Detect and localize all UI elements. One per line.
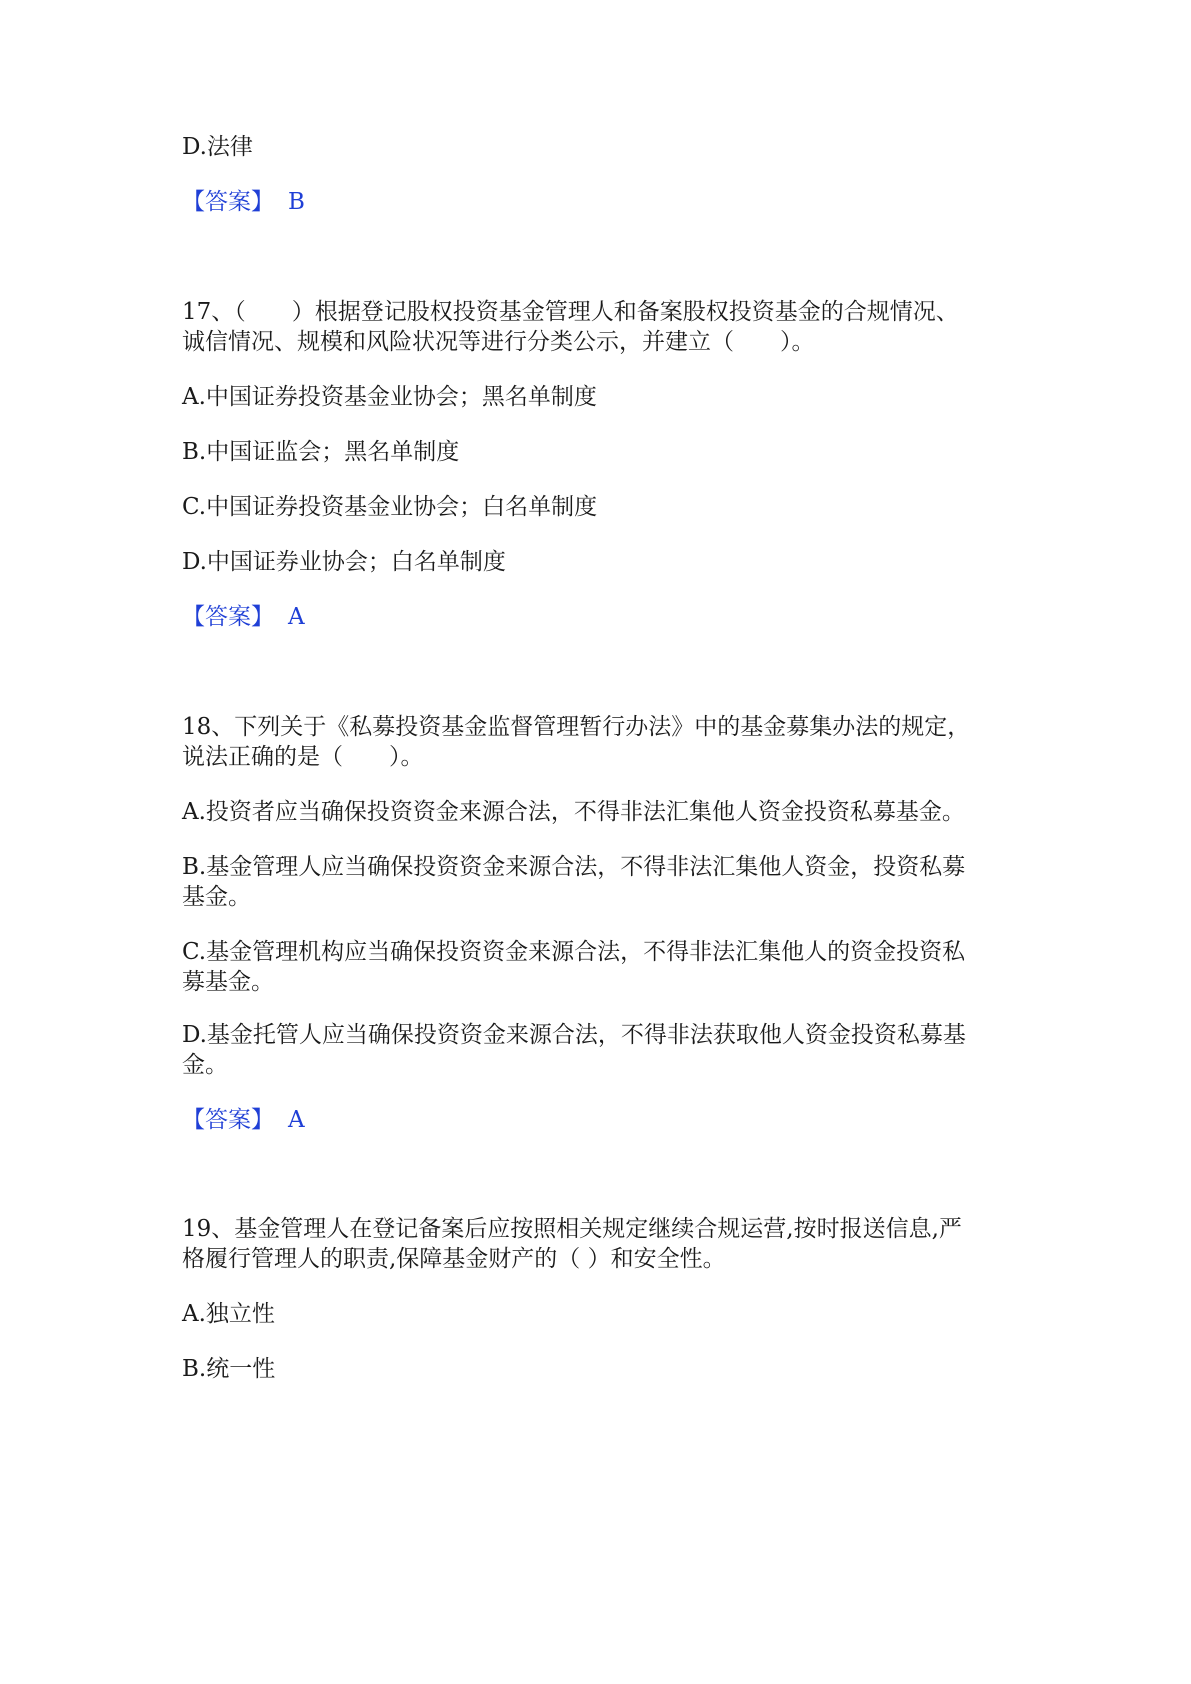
q18-option-c-line2: 募基金。 bbox=[182, 969, 274, 995]
q18-stem-line2: 说法正确的是（ ）。 bbox=[182, 744, 424, 770]
q18-option-d-line1: D.基金托管人应当确保投资资金来源合法，不得非法获取他人资金投资私募基 bbox=[182, 1022, 966, 1048]
q18-stem-line1: 18、下列关于《私募投资基金监督管理暂行办法》中的基金募集办法的规定， bbox=[182, 714, 971, 740]
q19-option-b: B.统一性 bbox=[182, 1356, 276, 1382]
q19-option-a: A.独立性 bbox=[182, 1301, 275, 1327]
q17-option-d: D.中国证券业协会；白名单制度 bbox=[182, 549, 506, 575]
answer-value: A bbox=[288, 604, 305, 630]
q19-stem-line1: 19、基金管理人在登记备案后应按照相关规定继续合规运营,按时报送信息,严 bbox=[182, 1216, 962, 1242]
q17-stem-line1: 17、（ ）根据登记股权投资基金管理人和备案股权投资基金的合规情况、 bbox=[182, 299, 959, 325]
q18-answer bbox=[182, 1103, 1012, 1137]
q18-option-b-line2: 基金。 bbox=[182, 884, 251, 910]
q18-option-b-line1: B.基金管理人应当确保投资资金来源合法，不得非法汇集他人资金，投资私募 bbox=[182, 854, 966, 880]
answer-value: B bbox=[288, 189, 305, 215]
q18-option-a: A.投资者应当确保投资资金来源合法，不得非法汇集他人资金投资私募基金。 bbox=[182, 799, 965, 825]
q18-option-d-line2: 金。 bbox=[182, 1052, 228, 1078]
answer-label: 【答案】 bbox=[182, 1107, 274, 1133]
q19-stem-line2: 格履行管理人的职责,保障基金财产的（ ）和安全性。 bbox=[182, 1246, 726, 1272]
q17-option-a: A.中国证券投资基金业协会；黑名单制度 bbox=[182, 384, 597, 410]
q17-stem-line2: 诚信情况、规模和风险状况等进行分类公示，并建立（ ）。 bbox=[182, 329, 815, 355]
answer-value: A bbox=[288, 1107, 305, 1133]
q17-option-b: B.中国证监会；黑名单制度 bbox=[182, 439, 460, 465]
q17-option-c: C.中国证券投资基金业协会；白名单制度 bbox=[182, 494, 598, 520]
q16-answer bbox=[182, 185, 1012, 219]
q17-answer bbox=[182, 600, 1012, 634]
q16-option-d: D.法律 bbox=[182, 134, 253, 160]
q18-option-c-line1: C.基金管理机构应当确保投资资金来源合法，不得非法汇集他人的资金投资私 bbox=[182, 939, 966, 965]
answer-label: 【答案】 bbox=[182, 604, 274, 630]
answer-label: 【答案】 bbox=[182, 189, 274, 215]
